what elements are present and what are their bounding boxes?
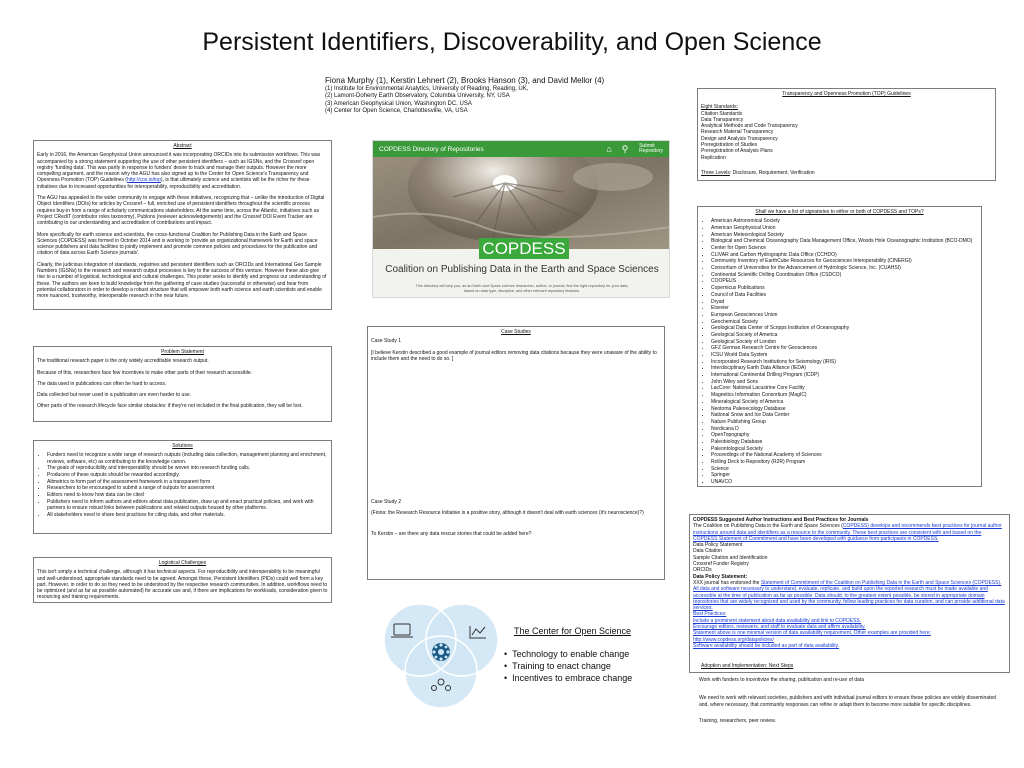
- cos-venn-diagram: [378, 600, 502, 710]
- submit-repository-button[interactable]: [639, 144, 663, 155]
- problem-line-5: Other parts of the research lifecycle face similar obstacles: if they're not included in the final publication, they will be lost.: [37, 403, 303, 410]
- abstract-paragraph-4: Clearly, the judicious integration of standards, registries and persistent identifiers such as ORCIDs and International Geo Sample Numbers (IGSNs) to the research and research output processes is key to the success of this venture. However these also give rise to a number of logistical, technological and cultural challenges. This poster seeks to identify and progress our understanding of these. The authors are keen to build knowledge from the gathering of case studies (successful or otherwise) and hear from potential collaborators in order to develop a robust structure that will empower both earth science and earth scientists and enable more nuanced, trustworthy, interoperable research in the near future.: [37, 261, 327, 300]
- abstract-p1-text: Early in 2016, the American Geophysical Union announced it was incorporating ORCIDs into its submission workflows. This was accompanied by a strong statement supporting the use of other persistent identifiers – such as IGSNs, and the Crossref open registry 'funding data'. This was partly in response to funders' desire to track and manage their outputs. However the more compelling argument, and the reason why the AGU has also signed up to the Center for Open Science's Transparency and Openness Promotion (TOP) Guidelines (: [37, 152, 321, 184]
- top-guidelines-box: [697, 88, 996, 181]
- adoption-p2: We need to work with relevant societies, publishers and with individual journal editors to ensure these policies are widely disseminated and, where necessary, that community responses can refine or adapt them to become more suitable for specific disciplines.: [699, 695, 997, 708]
- case-studies-box: [367, 326, 665, 580]
- signatory-item: • Geological Society of London: [711, 339, 978, 345]
- signatory-item: • International Continental Drilling Program (ICDP): [711, 372, 978, 378]
- top-heading: Transparency and Openness Promotion (TOP) Guidelines: [782, 91, 911, 97]
- affiliation-4: (4) Center for Open Science, Charlottesville, VA, USA: [325, 108, 468, 115]
- signatory-item: • Paleontological Society: [711, 446, 978, 452]
- solution-item: • Producers of these outputs should be rewarded accordingly.: [47, 472, 328, 478]
- solution-item: • Publishers need to inform authors and editors about data publication, draw up and enact practical policies, and work with partners to ensure robust links between publications and related outputs housed by other platforms.: [47, 499, 328, 512]
- signatory-item: • Springer: [711, 472, 978, 478]
- submit-label: Submit: [639, 142, 655, 149]
- affiliation-3: (3) American Geophysical Union, Washington DC, USA: [325, 100, 472, 107]
- author-names: Fiona Murphy (1), Kerstin Lehnert (2), Brooks Hanson (3), and David Mellor (4): [325, 76, 605, 85]
- copdess-intro: [693, 523, 1006, 542]
- signatory-item: • Nordicana D: [711, 426, 978, 432]
- copdess-line: Sample Citation and Identification: [693, 554, 768, 561]
- copdess-line: ORCIDs: [693, 567, 712, 574]
- signatory-item: • American Geophysical Union: [711, 225, 978, 231]
- copdess-line: Data Citation: [693, 548, 722, 555]
- affiliation-1: (1) Institute for Environmental Analytics, University of Reading, Reading, UK,: [325, 86, 529, 92]
- case-study-2-text: (Fiona: the Research Resource Initiative is a positive story, although it doesn't deal with earth sciences (it's neuroscience)?): [371, 510, 644, 517]
- signatory-item: • Consortium of Universities for the Advancement of Hydrologic Science, Inc. (CUAHSI): [711, 265, 978, 271]
- signatory-item: • Nature Publishing Group: [711, 419, 978, 425]
- solutions-heading: Solutions: [172, 443, 193, 449]
- dps-label: Data Policy Statement:: [693, 573, 748, 580]
- solution-item: • Editors need to know how data can be cited: [47, 492, 328, 498]
- cos-logo-icon: [432, 643, 450, 661]
- abstract-box: [33, 140, 332, 310]
- affiliation-2: (2) Lamont-Doherty Earth Observatory, Columbia University, NY, USA: [325, 93, 510, 100]
- three-levels-text: : Disclosure, Requirement, Verification: [729, 169, 815, 176]
- signatory-item: • Geochemical Society: [711, 319, 978, 325]
- signatory-item: • Community Inventory of EarthCube Resources for Geosciences Interoperability (CINERGI): [711, 258, 978, 264]
- signatory-item: • Mineralogical Society of America: [711, 399, 978, 405]
- signatory-item: • Interdisciplinary Earth Data Alliance (IEDA): [711, 365, 978, 371]
- top-link[interactable]: http://cos.io/top: [126, 177, 161, 184]
- volcano-satellite-image: [373, 157, 670, 249]
- author-block: [325, 76, 685, 116]
- abstract-p1-tail: ), is that ultimately science and scientists will be the richer for these initiatives due to increased opportunities for interoperability, reproducibility and accreditation.: [37, 177, 310, 190]
- signatory-item: • Copernicus Publications: [711, 285, 978, 291]
- best-practice-item[interactable]: Encourage editors, reviewers, and staff to evaluate data and affirm availability.: [693, 624, 866, 631]
- repository-bar-title: COPDESS Directory of Repositories: [379, 145, 484, 153]
- dps-text-a: XXX journal has endorsed the: [693, 579, 761, 586]
- top-standard: Preregistration of Analysis Plans: [701, 148, 773, 155]
- repository-label: Repository: [639, 148, 663, 154]
- copdess-repository-image: [372, 140, 670, 298]
- signatory-item: • American Astronomical Society: [711, 218, 978, 224]
- signatory-item: • Rolling Deck to Repository (R2R) Program: [711, 459, 978, 465]
- signatory-item: • Council of Data Facilities: [711, 292, 978, 298]
- signatories-list: [701, 218, 978, 485]
- three-levels-label: Three Levels: [701, 169, 730, 176]
- eight-standards-label: Eight Standards:: [701, 104, 738, 111]
- signatory-item: • GFZ German Research Centre for Geosciences: [711, 345, 978, 351]
- abstract-paragraph-2: The AGU has appealed to the wider community to engage with these initiatives, recognizing that – unlike the introduction of Digital Object Identifiers (DOIs) for articles by Crossref – full, enriched use of persistent identifiers throughout the scientific process requires buy-in from a range of scholarly communications stakeholders. At the same time, across the Atlantic, initiatives such as Project CRediT (contributor roles taxonomy), Publons (reviewer acknowledgements) and the Crossref DOI Event Tracker are contributing to our understanding and accreditation of contributions and impact.: [37, 195, 325, 227]
- signatory-item: • Elsevier: [711, 305, 978, 311]
- top-standard: Replication: [701, 154, 726, 161]
- best-practice-item[interactable]: Statement above is one minimal version of data availability requirement. Other examples are provided here:: [693, 630, 931, 637]
- logistical-heading: Logistical Challenges: [158, 560, 207, 566]
- signatory-item: • Biological and Chemical Oceanography Data Management Office, Woods Hole Oceanographic Institution (BCO-DMO): [711, 238, 978, 244]
- adoption-p3: Training, researchers, peer review.: [699, 717, 776, 724]
- problem-line-1: The traditional research paper is the only widely accreditable research output.: [37, 358, 209, 365]
- directory-description: This directory will help you, as an Earth and Space science researcher, author, or journal, find the right repository for your data, based on data type, discipline, and other relevant repository features.: [415, 284, 629, 293]
- solution-item: • Altmetrics to form part of the assessment framework in a transparent form: [47, 479, 328, 485]
- top-standard: Research Material Transparency: [701, 129, 774, 136]
- top-standard: Analytical Methods and Code Transparency: [701, 123, 798, 130]
- logistical-box: [33, 557, 332, 603]
- solution-item: • The goals of reproducibility and interoperability should be woven into research funding calls.: [47, 465, 328, 471]
- cos-title: The Center for Open Science: [514, 626, 632, 636]
- signatory-item: • ICSU World Data System: [711, 352, 978, 358]
- best-practices-label: Best Practices:: [693, 611, 727, 618]
- top-standard: Citation Standards: [701, 110, 743, 117]
- cos-item-incentives: • Incentives to embrace change: [504, 672, 632, 684]
- problem-line-3: The data used in publications can often be hard to access.: [37, 380, 167, 387]
- solution-item: • Researchers to be encouraged to submit a range of outputs for assessment: [47, 485, 328, 491]
- cos-item-technology: • Technology to enable change: [504, 648, 632, 660]
- problem-line-2: Because of this, researchers face few incentives to make other parts of their research accessible.: [37, 369, 253, 376]
- case-studies-heading: Case Studies: [501, 329, 531, 335]
- signatory-item: • National Snow and Ice Data Center: [711, 412, 978, 418]
- signatory-item: • LacCore: National Lacustrine Core Facility: [711, 385, 978, 391]
- best-practice-item[interactable]: Include a prominent statement about data availability and link to COPDESS.: [693, 617, 862, 624]
- cos-item-training: • Training to enact change: [504, 660, 632, 672]
- adoption-p1: Work with funders to incentivize the sharing, publication and re-use of data: [699, 677, 864, 683]
- signatory-item: • Continental Scientific Drilling Coordination Office (CSDCO): [711, 272, 978, 278]
- adoption-text: [699, 677, 999, 724]
- coalition-subtitle: Coalition on Publishing Data in the Earth and Space Sciences: [385, 264, 659, 275]
- abstract-paragraph-1: [37, 152, 328, 190]
- signatory-item: • Magnetics Information Consortium (MagIC): [711, 392, 978, 398]
- three-levels-line: [701, 170, 992, 176]
- dps-link[interactable]: Statement of Commitment of the Coalition on Publishing Data in the Earth and Space Sciences (COPDESS). All data and software necessary to understand, evaluate, replicate, and build upon the reported research must be made available and accessible at the time of publication as far as possible. Data should, to the greatest extent possible, be stored in appropriate domain repositories that are widely recognized and used by the community, follow leading practices for data curation, and can provide additional data services.: [693, 579, 1005, 612]
- top-standard: Design and Analysis Transparency: [701, 135, 778, 142]
- abstract-heading: Abstract: [173, 143, 192, 149]
- signatory-item: • John Wiley and Sons: [711, 379, 978, 385]
- signatory-item: • CLIVAR and Carbon Hydrographic Data Office (CCHDO): [711, 252, 978, 258]
- signatory-item: • Geological Data Center of Scripps Institution of Oceanography: [711, 325, 978, 331]
- solution-item: • All stakeholders need to share best practices for citing data, and other materials.: [47, 512, 328, 518]
- poster-title: Persistent Identifiers, Discoverability, and Open Science: [202, 28, 822, 56]
- solution-item: • Funders need to recognize a wide range of research outputs (including data collection, management planning and enrichment, reviews, software, etc) as contributing to the knowledge canon.: [47, 452, 328, 465]
- home-icon[interactable]: ⌂: [606, 144, 612, 154]
- signatory-item: • Neotoma Paleoecology Database: [711, 406, 978, 412]
- signatory-item: • American Meteorological Society: [711, 232, 978, 238]
- problem-heading: Problem Statement: [161, 349, 204, 355]
- signatories-heading: Shall we have a list of signatories to either or both of COPDESS and TOPs?: [755, 209, 924, 215]
- logistical-text: This isn't simply a technical challenge, although it has technical aspects. For reproducibility and interoperability to be meaningful and well-understood, appropriate standards need to be agreed. Amongst these, Persistent Identifiers (PIDs) could well form a key part. However, in order to do so they need to be understood by the respective research communities. In addition, workflows need to be optimized (and as far as possible automated) for accurate use and, if there are implications for workloads, consideration given to resourcing and training requirements.: [37, 569, 328, 601]
- search-icon[interactable]: ⚲: [621, 143, 629, 154]
- signatories-box: [697, 206, 982, 487]
- copdess-intro-link[interactable]: COPDESS) develops and recommends best practices for journal author instructions around data and identifiers as a resource to the community. These best practices are consistent with and based on the COPDESS Statement of Commitment and have been developed with guidance from participants in COPDESS.: [693, 523, 1002, 542]
- solutions-box: [33, 440, 332, 534]
- case-study-2-question: To Kerstin – are there any data rescue stories that could be added here?: [371, 530, 532, 537]
- solutions-list: [37, 452, 328, 518]
- signatory-item: • Dryad: [711, 299, 978, 305]
- dps-text: [693, 580, 1006, 611]
- case-study-1-title: Case Study 1: [371, 338, 402, 345]
- signatory-item: • Center for Open Science: [711, 245, 978, 251]
- copdess-logo: COPDESS: [479, 238, 569, 259]
- problem-line-4: Data collected but never used in a publication are even harder to use.: [37, 392, 191, 399]
- repository-header-bar: [373, 141, 669, 157]
- copdess-line: Crossref Funder Registry: [693, 561, 749, 568]
- signatory-item: • Science: [711, 466, 978, 472]
- top-standard: Preregistration of Studies: [701, 142, 758, 149]
- copdess-intro-a: The Coalition on Publishing Data in the Earth and Space Sciences (: [693, 523, 843, 530]
- signatory-item: • European Geosciences Union: [711, 312, 978, 318]
- cos-list: [504, 648, 632, 684]
- signatory-item: • Paleobiology Database: [711, 439, 978, 445]
- adoption-heading: Adoption and Implementation: Next Steps: [701, 663, 794, 670]
- case-study-2-title: Case Study 2: [371, 499, 402, 506]
- copdess-instructions-box: [689, 514, 1010, 673]
- signatory-item: • Incorporated Research Institutions for Seismology (IRIS): [711, 359, 978, 365]
- problem-box: [33, 346, 332, 422]
- case-study-1-text: [I believe Kerstin described a good example of journal editors removing data citations because they were unaware of the ability to include them and the need to do so. ]: [371, 349, 657, 362]
- signatory-item: • Proceedings of the National Academy of Sciences: [711, 452, 978, 458]
- best-practice-item[interactable]: Software availability should be included as part of data availability.: [693, 642, 840, 649]
- copdess-heading: COPDESS Suggested Author Instructions and Best Practices for Journals: [693, 517, 869, 523]
- datapolicies-link[interactable]: http://www.copdess.org/datapolicies/: [693, 636, 774, 643]
- copdess-line: Data Policy Statement: [693, 542, 743, 549]
- signatory-item: • Geological Society of America: [711, 332, 978, 338]
- top-standard: Data Transparency: [701, 116, 744, 123]
- signatory-item: • OpenTopography: [711, 432, 978, 438]
- signatory-item: • COOPEUS: [711, 278, 978, 284]
- abstract-paragraph-3: More specifically for earth science and scientists, the cross-functional Coalition for Publishing Data in the Earth and Space Sciences (COPDESS) was formed in October 2014 and is working to 'provide an organizational framework for Earth and space science publishers and data facilities to jointly implement and promote common policies and procedures for the publication and citation of data across Earth Science journals'.: [37, 231, 318, 257]
- signatory-item: • UNAVCO: [711, 479, 978, 485]
